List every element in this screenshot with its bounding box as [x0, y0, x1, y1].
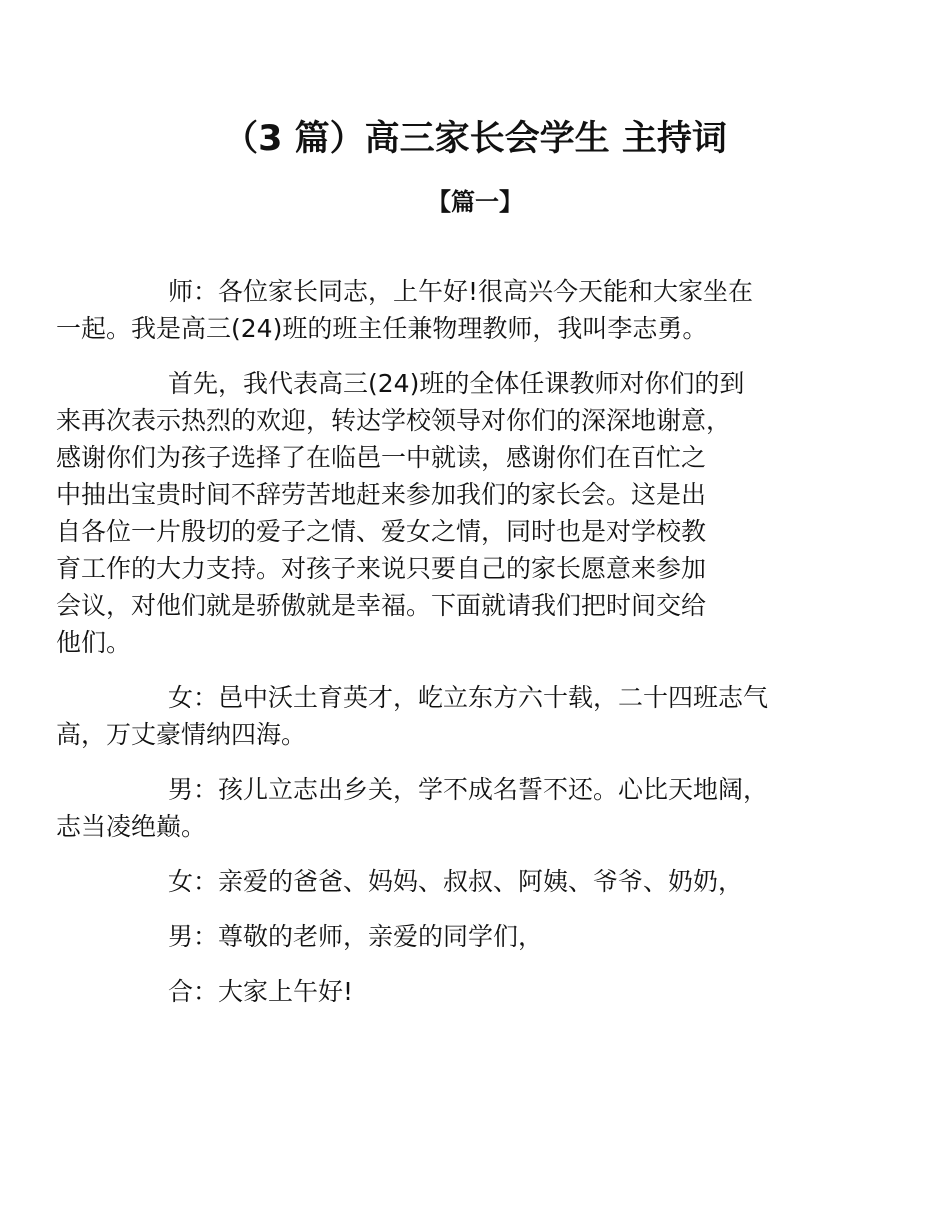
- text-line: 师：各位家长同志，上午好!很高兴今天能和大家坐在: [168, 277, 754, 306]
- text-line: 会议，对他们就是骄傲就是幸福。下面就请我们把时间交给: [56, 591, 707, 620]
- text-line: 首先，我代表高三(24)班的全体任课教师对你们的到: [168, 369, 745, 398]
- text-line: 女：亲爱的爸爸、妈妈、叔叔、阿姨、爷爷、奶奶，: [168, 867, 744, 896]
- document-body: [56, 273, 864, 1028]
- text-line: 高，万丈豪情纳四海。: [56, 720, 307, 749]
- paragraph: [112, 863, 864, 900]
- text-line: 育工作的大力支持。对孩子来说只要自己的家长愿意来参加: [56, 554, 707, 583]
- paragraph: [56, 273, 864, 347]
- document-title: （3 篇）高三家长会学生 主持词: [223, 119, 727, 159]
- paragraph: [56, 679, 864, 753]
- text-line: 感谢你们为孩子选择了在临邑一中就读，感谢你们在百忙之: [56, 443, 707, 472]
- text-line: 自各位一片殷切的爱子之情、爱女之情，同时也是对学校教: [56, 517, 707, 546]
- paragraph: [112, 973, 864, 1010]
- text-line: 志当凌绝巅。: [56, 812, 207, 841]
- text-line: 他们。: [56, 628, 132, 657]
- text-line: 合：大家上午好!: [168, 977, 354, 1006]
- text-line: 女：邑中沃土育英才，屹立东方六十载，二十四班志气: [168, 683, 769, 712]
- paragraph: [56, 771, 864, 845]
- paragraph: [112, 918, 864, 955]
- text-line: 来再次表示热烈的欢迎，转达学校领导对你们的深深地谢意，: [56, 406, 732, 435]
- text-line: 男：尊敬的老师，亲爱的同学们，: [168, 922, 544, 951]
- paragraph: [56, 365, 864, 661]
- text-line: 男：孩儿立志出乡关，学不成名誓不还。心比天地阔，: [168, 775, 769, 804]
- section-heading: 【篇一】: [427, 188, 523, 216]
- text-line: 一起。我是高三(24)班的班主任兼物理教师，我叫李志勇。: [56, 314, 708, 343]
- text-line: 中抽出宝贵时间不辞劳苦地赶来参加我们的家长会。这是出: [56, 480, 707, 509]
